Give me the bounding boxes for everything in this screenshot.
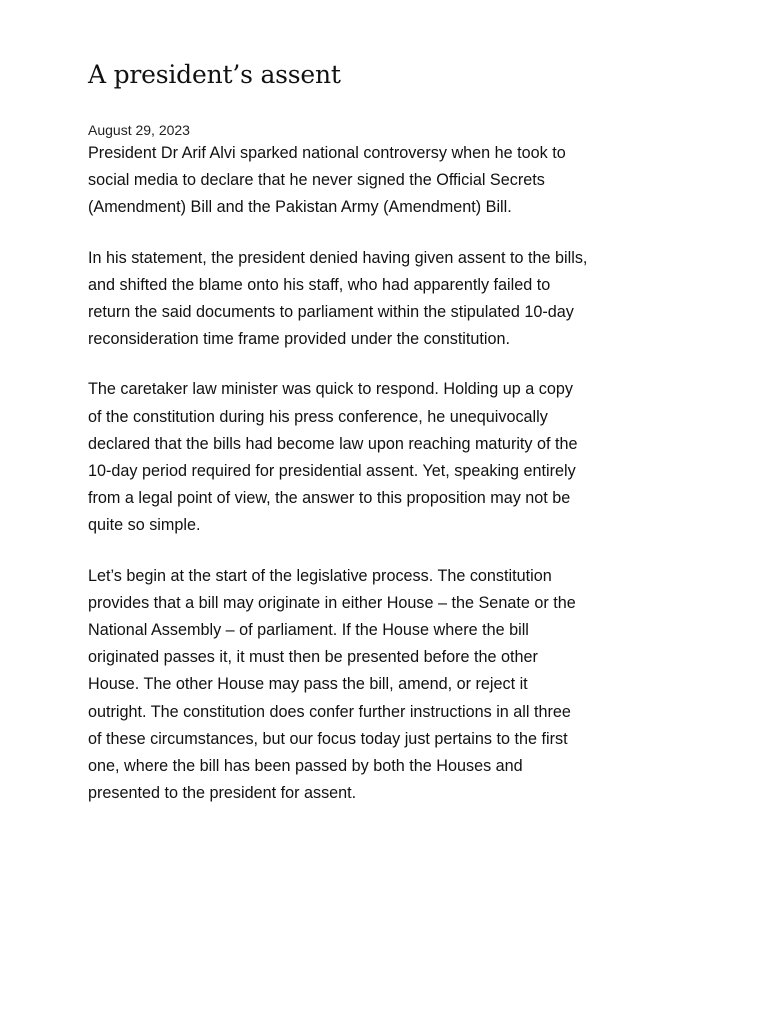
article-date: August 29, 2023 [88,122,190,138]
article-body [88,140,588,807]
article-paragraph: The caretaker law minister was quick to respond. Holding up a copy of the constitution during his press conference, he unequivocally declared that the bills had become law upon reaching maturity of the 10-day period required for presidential assent. Yet, speaking entirely from a legal point of view, the answer to this proposition may not be quite so simple. [88,380,578,535]
article-paragraph: Let’s begin at the start of the legislative process. The constitution provides that a bill may originate in either House – the Senate or the National Assembly – of parliament. If the House where the bill originated passes it, it must then be presented before the other House. The other House may pass the bill, amend, or reject it outright. The constitution does confer further instructions in all three of these circumstances, but our focus today just pertains to the first one, where the bill has been passed by both the Houses and presented to the president for assent. [88,566,576,803]
article-paragraph: In his statement, the president denied having given assent to the bills, and shifted the blame onto his staff, who had apparently failed to return the said documents to parliament within the stipulated 10-day reconsideration time frame provided under the constitution. [88,248,588,349]
article-title: A president’s assent [88,60,341,89]
article [88,0,588,807]
article-paragraph: President Dr Arif Alvi sparked national controversy when he took to social media to declare that he never signed the Official Secrets (Amendment) Bill and the Pakistan Army (Amendment) Bill. [88,144,566,217]
